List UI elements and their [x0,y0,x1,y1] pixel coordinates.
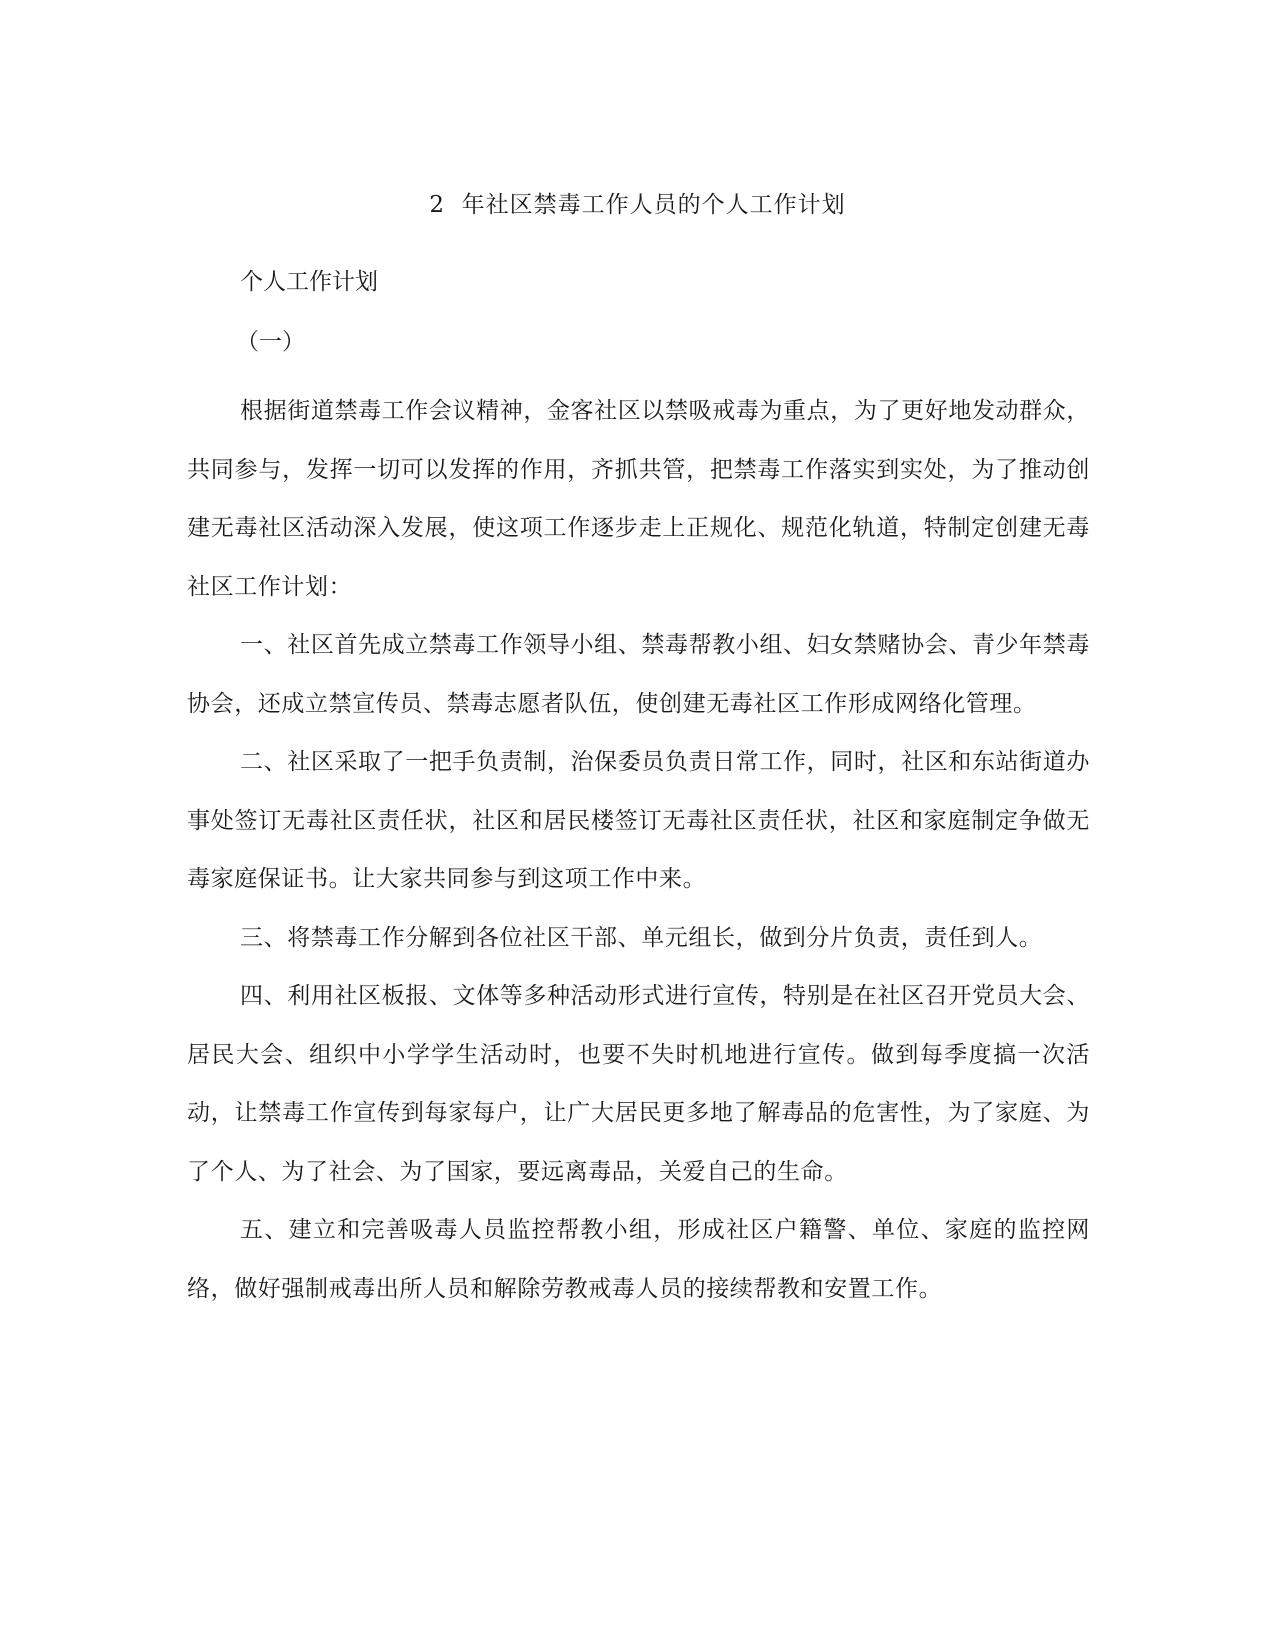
paragraph-item-5: 五、建立和完善吸毒人员监控帮教小组，形成社区户籍警、单位、家庭的监控网络，做好强制戒毒出所人员和解除劳教戒毒人员的接续帮教和安置工作。 [187,1217,1090,1302]
paragraph-intro: 根据街道禁毒工作会议精神，金客社区以禁吸戒毒为重点，为了更好地发动群众，共同参与，发挥一切可以发挥的作用，齐抓共管，把禁毒工作落实到实处，为了推动创建无毒社区活动深入发展，使这项工作逐步走上正规化、规范化轨道，特制定创建无毒社区工作计划： [187,398,1090,600]
paragraph-item-3: 三、将禁毒工作分解到各位社区干部、单元组长，做到分片负责，责任到人。 [240,924,1043,951]
paragraph-item-1: 一、社区首先成立禁毒工作领导小组、禁毒帮教小组、妇女禁赌协会、青少年禁毒协会，还成立禁宣传员、禁毒志愿者队伍，使创建无毒社区工作形成网络化管理。 [187,632,1090,717]
section-marker: （一） [236,329,305,355]
document-title: 2 年社区禁毒工作人员的个人工作计划 [429,192,846,218]
section-heading: 个人工作计划 [240,269,378,295]
paragraph-item-4: 四、利用社区板报、文体等多种活动形式进行宣传，特别是在社区召开党员大会、居民大会、组织中小学学生活动时，也要不失时机地进行宣传。做到每季度搞一次活动，让禁毒工作宣传到每家每户，让广大居民更多地了解毒品的危害性，为了家庭、为了个人、为了社会、为了国家，要远离毒品，关爱自己的生命。 [187,983,1090,1185]
document-body [187,382,1090,1318]
paragraph-item-2: 二、社区采取了一把手负责制，治保委员负责日常工作，同时，社区和东站街道办事处签订无毒社区责任状，社区和居民楼签订无毒社区责任状，社区和家庭制定争做无毒家庭保证书。让大家共同参与到这项工作中来。 [187,749,1090,892]
